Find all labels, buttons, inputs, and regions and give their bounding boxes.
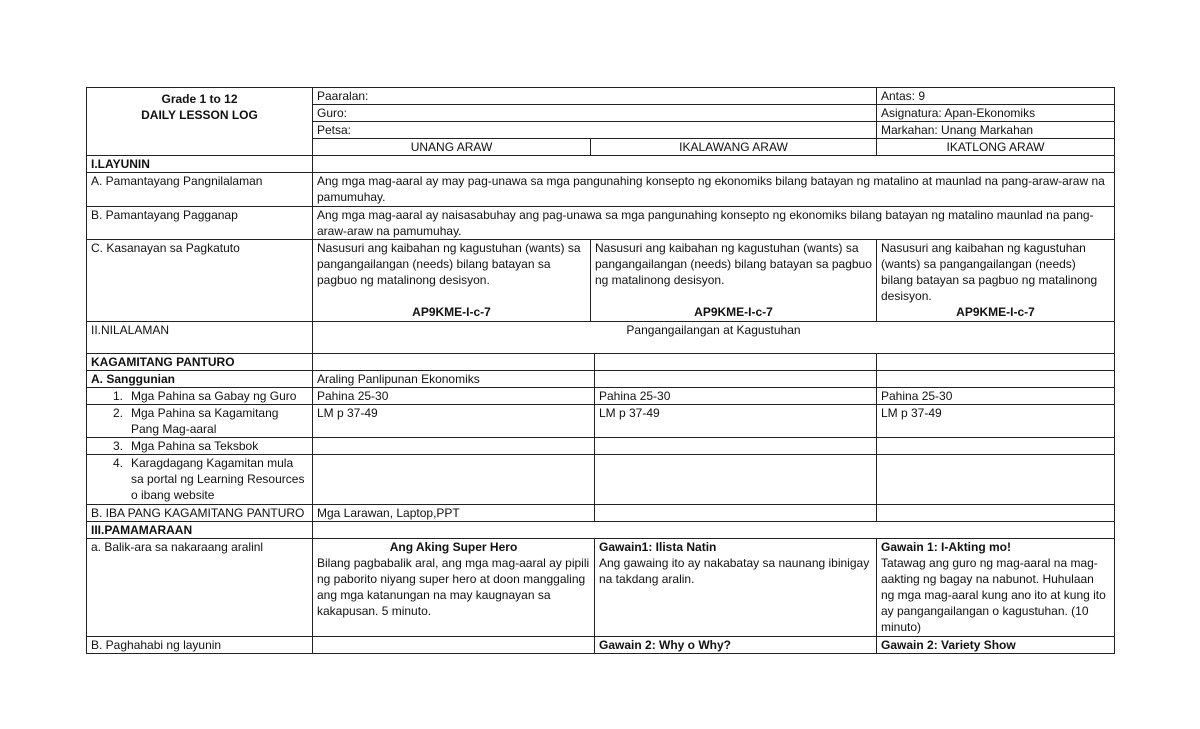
nilalaman-label: II.NILALAMAN bbox=[87, 322, 313, 354]
empty-cell bbox=[877, 371, 1115, 388]
empty-cell bbox=[595, 505, 877, 522]
paghahabi-day2: Gawain 2: Why o Why? bbox=[595, 637, 877, 654]
paghahabi-label: B. Paghahabi ng layunin bbox=[87, 637, 313, 654]
empty-cell bbox=[877, 354, 1115, 371]
sanggunian-value: Araling Panlipunan Ekonomiks bbox=[313, 371, 595, 388]
kasanayan-day2-text: Nasusuri ang kaibahan ng kagustuhan (wants) sa pangangailangan (needs) bilang batayan sa pagbuo ng matalinong desisyon. bbox=[595, 241, 872, 287]
balik-aral-day3-text: Tatawag ang guro ng mag-aaral na mag-aakting ng bagay na nabunot. Huhulaan ng mga mag-aaral kung ano ito at kung ito ay pangangailangan o kagustuhan. (10 minuto) bbox=[881, 556, 1106, 634]
pagganap-text: Ang mga mag-aaral ay naisasabuhay ang pag-unawa sa mga pangunahing konsepto ng ekonomiks bilang batayan ng matalino maunlad na pang-araw-araw na pamumuhay. bbox=[313, 207, 1115, 240]
paghahabi-day3: Gawain 2: Variety Show bbox=[877, 637, 1115, 654]
item-number: 1. bbox=[112, 389, 123, 403]
gabay-guro-day1: Pahina 25-30 bbox=[313, 388, 595, 405]
item-number: 2. bbox=[112, 406, 123, 420]
kagamitang-mag-aaral-day2: LM p 37-49 bbox=[595, 405, 877, 438]
item-number: 4. bbox=[112, 456, 123, 470]
balik-aral-label: a. Balik-ara sa nakaraang aralinl bbox=[87, 539, 313, 637]
iba-kagamitan-value: Mga Larawan, Laptop,PPT bbox=[313, 505, 595, 522]
pangnilalaman-text: Ang mga mag-aaral ay may pag-unawa sa mga pangunahing konsepto ng ekonomiks bilang batayan ng matalino at maunlad na pang-araw-araw na pamumuhay. bbox=[313, 173, 1115, 207]
grade-label: Grade 1 to 12 bbox=[161, 92, 238, 106]
item-text: Mga Pahina sa Teksbok bbox=[131, 439, 259, 453]
empty-cell bbox=[313, 522, 1115, 539]
daily-lesson-log-table bbox=[86, 87, 1115, 654]
layunin-heading: I.LAYUNIN bbox=[87, 156, 313, 173]
balik-aral-day3 bbox=[877, 539, 1115, 637]
day1-header: UNANG ARAW bbox=[313, 139, 591, 156]
item-text: Mga Pahina sa Kagamitang Pang Mag-aaral bbox=[131, 406, 279, 436]
pangnilalaman-label: A. Pamantayang Pangnilalaman bbox=[87, 173, 313, 207]
kasanayan-day3-text: Nasusuri ang kaibahan ng kagustuhan (wants) sa pangangailangan (needs) bilang batayan sa pagbuo ng matalinong desisyon. bbox=[881, 241, 1098, 303]
empty-cell bbox=[313, 637, 595, 654]
empty-cell bbox=[595, 371, 877, 388]
item-text: Karagdagang Kagamitan mula sa portal ng Learning Resources o ibang website bbox=[131, 456, 305, 502]
balik-aral-day1-text: Bilang pagbabalik aral, ang mga mag-aaral ay pipili ng paborito niyang super hero at doon manggaling ang mga katanungan na may kaugnayan sa kakapusan. 5 minuto. bbox=[317, 556, 590, 618]
kagamitan-heading: KAGAMITANG PANTURO bbox=[87, 354, 313, 371]
competency-code-day2: AP9KME-I-c-7 bbox=[694, 305, 773, 319]
kagamitang-mag-aaral-label bbox=[87, 405, 313, 438]
sanggunian-label: A. Sanggunian bbox=[87, 371, 313, 388]
balik-aral-day1-title: Ang Aking Super Hero bbox=[389, 540, 518, 554]
asignatura-field: Asignatura: Apan-Ekonomiks bbox=[877, 105, 1115, 122]
log-title-cell bbox=[87, 88, 313, 156]
antas-field: Antas: 9 bbox=[877, 88, 1115, 105]
paaralan-field: Paaralan: bbox=[313, 88, 877, 105]
empty-cell bbox=[313, 455, 595, 505]
empty-cell bbox=[877, 505, 1115, 522]
kagamitang-mag-aaral-day3: LM p 37-49 bbox=[877, 405, 1115, 438]
competency-code-day3: AP9KME-I-c-7 bbox=[956, 305, 1035, 319]
markahan-field: Markahan: Unang Markahan bbox=[877, 122, 1115, 139]
empty-cell bbox=[595, 354, 877, 371]
balik-aral-day2 bbox=[595, 539, 877, 637]
karagdagang-kagamitan-label bbox=[87, 455, 313, 505]
balik-aral-day1 bbox=[313, 539, 595, 637]
pamamaraan-heading: III.PAMAMARAAN bbox=[87, 522, 313, 539]
empty-cell bbox=[595, 455, 877, 505]
kasanayan-day3 bbox=[877, 240, 1115, 322]
gabay-guro-day3: Pahina 25-30 bbox=[877, 388, 1115, 405]
empty-cell bbox=[313, 438, 595, 455]
empty-cell bbox=[595, 438, 877, 455]
empty-cell bbox=[313, 156, 1115, 173]
kasanayan-day1 bbox=[313, 240, 591, 322]
guro-field: Guro: bbox=[313, 105, 877, 122]
day3-header: IKATLONG ARAW bbox=[877, 139, 1115, 156]
balik-aral-day2-title: Gawain1: Ilista Natin bbox=[599, 540, 717, 554]
empty-cell bbox=[313, 354, 595, 371]
item-number: 3. bbox=[112, 439, 123, 453]
day2-header: IKALAWANG ARAW bbox=[591, 139, 877, 156]
iba-kagamitan-label: B. IBA PANG KAGAMITANG PANTURO bbox=[87, 505, 313, 522]
kasanayan-day2 bbox=[591, 240, 877, 322]
pagganap-label: B. Pamantayang Pagganap bbox=[87, 207, 313, 240]
petsa-field: Petsa: bbox=[313, 122, 877, 139]
item-text: Mga Pahina sa Gabay ng Guro bbox=[131, 389, 297, 403]
competency-code-day1: AP9KME-I-c-7 bbox=[412, 305, 491, 319]
kasanayan-label: C. Kasanayan sa Pagkatuto bbox=[87, 240, 313, 322]
kasanayan-day1-text: Nasusuri ang kaibahan ng kagustuhan (wants) sa pangangailangan (needs) bilang batayan sa pagbuo ng matalinong desisyon. bbox=[317, 241, 581, 287]
kagamitang-mag-aaral-day1: LM p 37-49 bbox=[313, 405, 595, 438]
empty-cell bbox=[877, 438, 1115, 455]
nilalaman-text: Pangangailangan at Kagustuhan bbox=[313, 322, 1115, 354]
gabay-guro-label bbox=[87, 388, 313, 405]
empty-cell bbox=[877, 455, 1115, 505]
balik-aral-day2-text: Ang gawaing ito ay nakabatay sa naunang ibinigay na takdang aralin. bbox=[599, 556, 870, 586]
teksbok-label bbox=[87, 438, 313, 455]
gabay-guro-day2: Pahina 25-30 bbox=[595, 388, 877, 405]
balik-aral-day3-title: Gawain 1: I-Akting mo! bbox=[881, 540, 1012, 554]
log-title: DAILY LESSON LOG bbox=[141, 108, 258, 122]
